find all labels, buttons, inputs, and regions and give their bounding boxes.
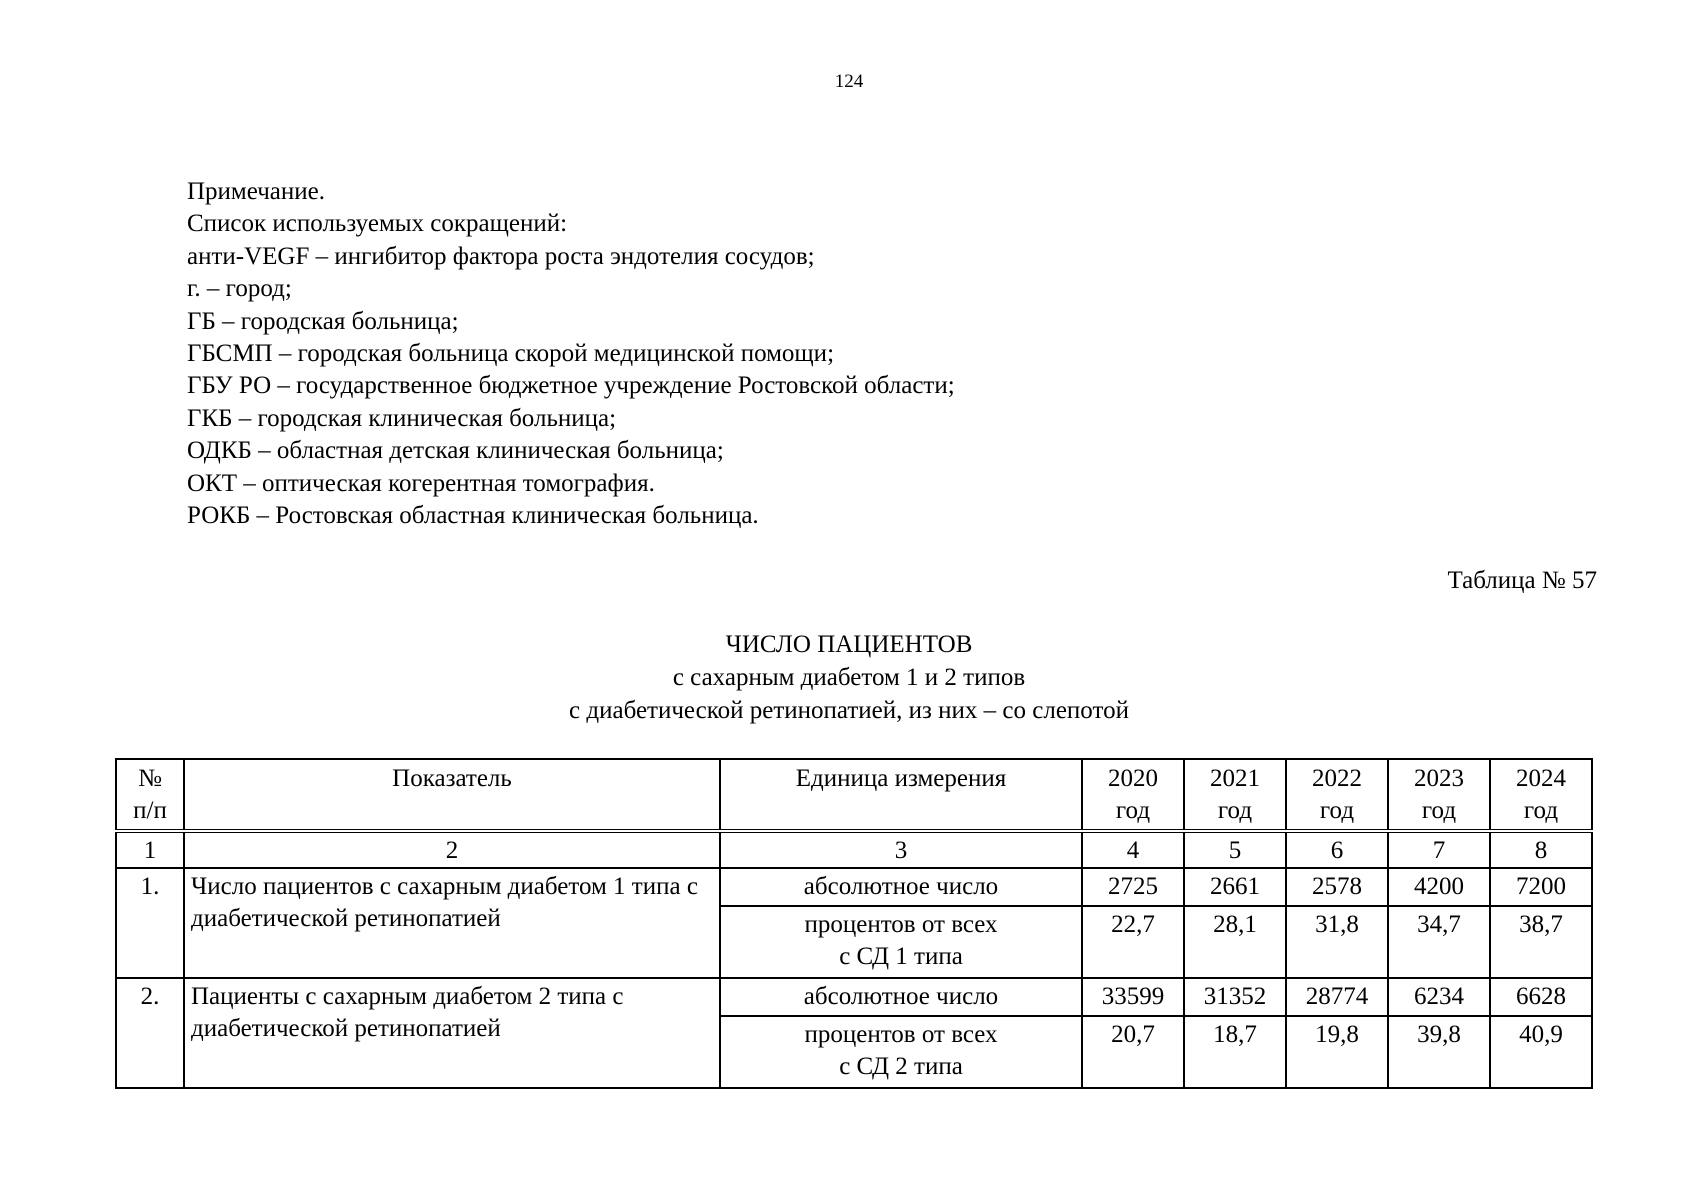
page-number: 124 bbox=[834, 71, 864, 92]
column-number: 8 bbox=[1490, 831, 1592, 868]
header-num-cell bbox=[116, 759, 184, 831]
header-year-suffix: год bbox=[1115, 797, 1151, 824]
abbreviation-item: ГКБ – городская клиническая больница; bbox=[187, 404, 617, 432]
header-indicator: Показатель bbox=[184, 759, 720, 831]
row-unit: абсолютное число bbox=[720, 978, 1082, 1016]
column-number: 1 bbox=[116, 831, 184, 868]
value-cell: 18,7 bbox=[1184, 1016, 1286, 1088]
notes-heading: Примечание. bbox=[187, 178, 326, 205]
value-cell: 31,8 bbox=[1286, 906, 1388, 978]
row-unit-line1: процентов от всех bbox=[804, 911, 998, 938]
header-year-suffix: год bbox=[1319, 797, 1355, 824]
abbreviation-item: ГБ – городская больница; bbox=[187, 307, 459, 335]
value-cell: 22,7 bbox=[1082, 906, 1184, 978]
column-number: 7 bbox=[1388, 831, 1490, 868]
value-cell: 2578 bbox=[1286, 868, 1388, 906]
row-unit-line2: с СД 1 типа bbox=[839, 943, 963, 970]
value-cell: 38,7 bbox=[1490, 906, 1592, 978]
value-cell: 6628 bbox=[1490, 978, 1592, 1016]
header-num-line2: п/п bbox=[133, 797, 167, 824]
row-indicator: Пациенты с сахарным диабетом 2 типа с диабетической ретинопатией bbox=[184, 978, 720, 1088]
table-label: Таблица № 57 bbox=[1447, 567, 1597, 594]
header-year: 2024 bbox=[1516, 765, 1566, 792]
column-number: 2 bbox=[184, 831, 720, 868]
table-row bbox=[116, 978, 1592, 1016]
header-year-cell bbox=[1286, 759, 1388, 831]
header-year: 2020 bbox=[1108, 765, 1158, 792]
patients-table bbox=[115, 758, 1593, 1089]
value-cell: 19,8 bbox=[1286, 1016, 1388, 1088]
row-number: 2. bbox=[116, 978, 184, 1088]
row-number: 1. bbox=[116, 868, 184, 978]
column-number: 3 bbox=[720, 831, 1082, 868]
header-year-suffix: год bbox=[1523, 797, 1559, 824]
abbreviation-item: ГБСМП – городская больница скорой медицинской помощи; bbox=[187, 340, 835, 368]
header-year-suffix: год bbox=[1421, 797, 1457, 824]
abbreviation-item: ОДКБ – областная детская клиническая больница; bbox=[187, 437, 724, 465]
value-cell: 34,7 bbox=[1388, 906, 1490, 978]
header-unit: Единица измерения bbox=[720, 759, 1082, 831]
value-cell: 40,9 bbox=[1490, 1016, 1592, 1088]
column-numbering-row bbox=[116, 831, 1592, 868]
abbreviation-item: анти-VEGF – ингибитор фактора роста эндотелия сосудов; bbox=[187, 242, 815, 270]
abbreviations-list-title: Список используемых сокращений: bbox=[187, 210, 568, 238]
value-cell: 2661 bbox=[1184, 868, 1286, 906]
row-unit-cell bbox=[720, 1016, 1082, 1088]
notes-block bbox=[187, 176, 1587, 532]
row-unit-line1: процентов от всех bbox=[804, 1021, 998, 1048]
value-cell: 28,1 bbox=[1184, 906, 1286, 978]
header-year: 2022 bbox=[1312, 765, 1362, 792]
title-line-1: ЧИСЛО ПАЦИЕНТОВ bbox=[725, 631, 973, 658]
value-cell: 20,7 bbox=[1082, 1016, 1184, 1088]
column-number: 6 bbox=[1286, 831, 1388, 868]
value-cell: 28774 bbox=[1286, 978, 1388, 1016]
abbreviation-item: ОКТ – оптическая когерентная томография. bbox=[187, 469, 655, 497]
row-unit: абсолютное число bbox=[720, 868, 1082, 906]
header-num-line1: № bbox=[138, 765, 162, 792]
row-unit-cell bbox=[720, 906, 1082, 978]
column-number: 5 bbox=[1184, 831, 1286, 868]
header-row bbox=[116, 759, 1592, 831]
abbreviation-item: ГБУ РО – государственное бюджетное учреждение Ростовской области; bbox=[187, 372, 955, 400]
value-cell: 33599 bbox=[1082, 978, 1184, 1016]
header-year-cell bbox=[1490, 759, 1592, 831]
title-line-3: с диабетической ретинопатией, из них – со слепотой bbox=[569, 697, 1129, 724]
row-indicator: Число пациентов с сахарным диабетом 1 типа с диабетической ретинопатией bbox=[184, 868, 720, 978]
table-row bbox=[116, 868, 1592, 906]
row-unit-line2: с СД 2 типа bbox=[839, 1053, 963, 1080]
header-year: 2023 bbox=[1414, 765, 1464, 792]
value-cell: 6234 bbox=[1388, 978, 1490, 1016]
header-year: 2021 bbox=[1210, 765, 1260, 792]
abbreviation-item: РОКБ – Ростовская областная клиническая больница. bbox=[187, 502, 759, 530]
column-number: 4 bbox=[1082, 831, 1184, 868]
header-year-cell bbox=[1082, 759, 1184, 831]
header-year-cell bbox=[1388, 759, 1490, 831]
header-year-cell bbox=[1184, 759, 1286, 831]
header-year-suffix: год bbox=[1217, 797, 1253, 824]
title-line-2: с сахарным диабетом 1 и 2 типов bbox=[672, 664, 1026, 691]
value-cell: 31352 bbox=[1184, 978, 1286, 1016]
value-cell: 39,8 bbox=[1388, 1016, 1490, 1088]
value-cell: 7200 bbox=[1490, 868, 1592, 906]
table-title bbox=[0, 628, 1698, 727]
value-cell: 4200 bbox=[1388, 868, 1490, 906]
abbreviation-item: г. – город; bbox=[187, 275, 292, 303]
value-cell: 2725 bbox=[1082, 868, 1184, 906]
